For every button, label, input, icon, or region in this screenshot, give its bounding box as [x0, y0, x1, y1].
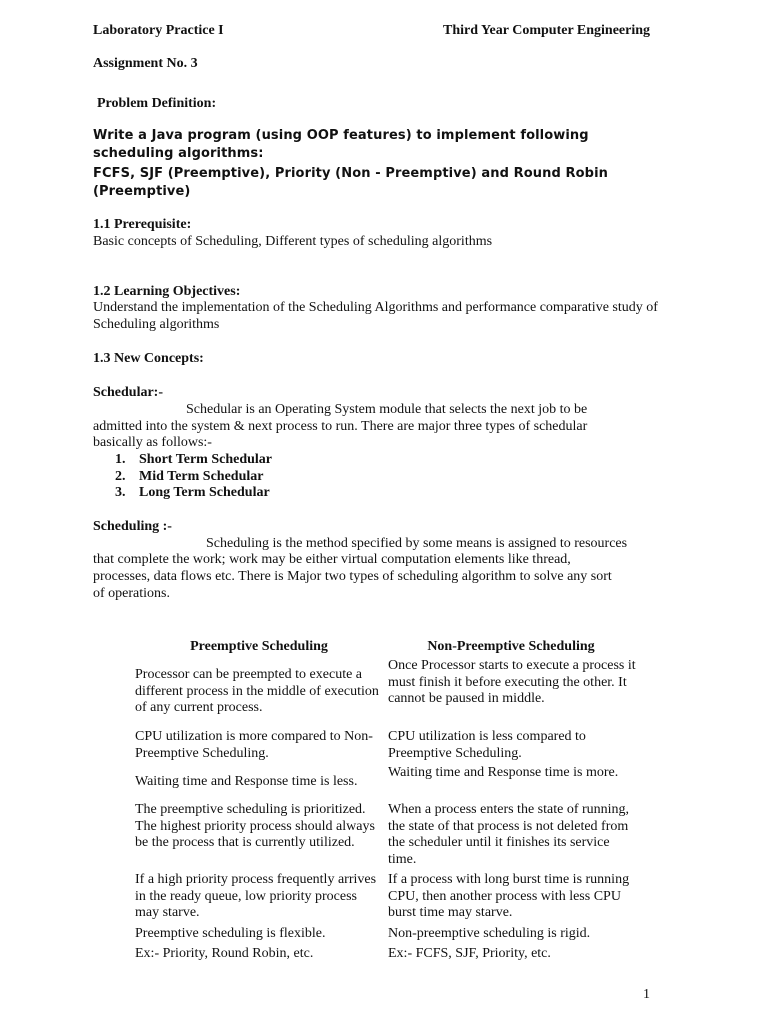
new-concepts-heading: 1.3 New Concepts:: [93, 351, 204, 366]
problem-definition-heading: Problem Definition:: [97, 96, 217, 111]
table-cell: Waiting time and Response time is less.: [135, 774, 358, 789]
table-cell: Non-preemptive scheduling is rigid.: [388, 926, 591, 941]
prerequisite-heading: 1.1 Prerequisite:: [93, 217, 192, 232]
scheduling-heading: Scheduling :-: [93, 519, 172, 534]
table-cell: CPU utilization is less compared to Preemptive Scheduling.: [388, 729, 586, 761]
table-cell: The preemptive scheduling is prioritized. The highest priority process should always be the process that is currently utilized.: [135, 802, 375, 850]
table-cell: When a process enters the state of running, the state of that process is not deleted from the scheduler until it finishes its service time.: [388, 802, 630, 867]
scheduling-text-line: processes, data flows etc. There is Major two types of scheduling algorithm to solve any sort: [93, 569, 612, 584]
schedular-text-line: admitted into the system & next process to run. There are major three types of schedular: [93, 419, 588, 434]
page-number: 1: [643, 987, 650, 1002]
schedular-heading: Schedular:-: [93, 385, 163, 400]
problem-statement: Write a Java program (using OOP features) to implement following scheduling algorithms:: [93, 128, 589, 161]
column-header-preemptive: Preemptive Scheduling: [190, 639, 328, 654]
list-item: 2. Mid Term Schedular: [115, 468, 264, 484]
table-cell: If a process with long burst time is running CPU, then another process with less CPU burst time may starve.: [388, 872, 630, 920]
column-header-non-preemptive: Non-Preemptive Scheduling: [427, 639, 595, 654]
table-cell: If a high priority process frequently arrives in the ready queue, low priority process may starve.: [135, 872, 377, 920]
assignment-number: Assignment No. 3: [93, 56, 198, 71]
header-course-title: Laboratory Practice I: [93, 23, 224, 38]
schedular-text-line: Schedular is an Operating System module that selects the next job to be: [186, 402, 588, 417]
list-item: 1. Short Term Schedular: [115, 452, 273, 467]
table-cell: Once Processor starts to execute a process it must finish it before executing the other. It cannot be paused in middle.: [388, 658, 636, 706]
objectives-heading: 1.2 Learning Objectives:: [93, 284, 241, 299]
problem-algorithms: FCFS, SJF (Preemptive), Priority (Non - Preemptive) and Round Robin (Preemptive): [93, 166, 608, 199]
table-cell: Waiting time and Response time is more.: [388, 765, 619, 780]
table-cell: Ex:- FCFS, SJF, Priority, etc.: [388, 946, 551, 961]
table-cell: Preemptive scheduling is flexible.: [135, 926, 326, 941]
objectives-text: Understand the implementation of the Scheduling Algorithms and performance comparative study of Scheduling algorithms: [93, 300, 658, 332]
prerequisite-text: Basic concepts of Scheduling, Different types of scheduling algorithms: [93, 234, 493, 249]
scheduling-text-line: Scheduling is the method specified by some means is assigned to resources: [206, 536, 628, 551]
table-cell: Ex:- Priority, Round Robin, etc.: [135, 946, 314, 961]
table-cell: CPU utilization is more compared to Non-Preemptive Scheduling.: [135, 729, 373, 761]
list-item: 3. Long Term Schedular: [115, 485, 270, 500]
schedular-text-line: basically as follows:-: [93, 435, 212, 450]
scheduling-text-line: of operations.: [93, 586, 170, 601]
header-year-title: Third Year Computer Engineering: [443, 23, 651, 38]
scheduling-text-line: that complete the work; work may be either virtual computation elements like thread,: [93, 552, 571, 567]
schedular-types-list: [115, 452, 272, 502]
table-cell: Processor can be preempted to execute a different process in the middle of execution of any current process.: [135, 667, 379, 715]
